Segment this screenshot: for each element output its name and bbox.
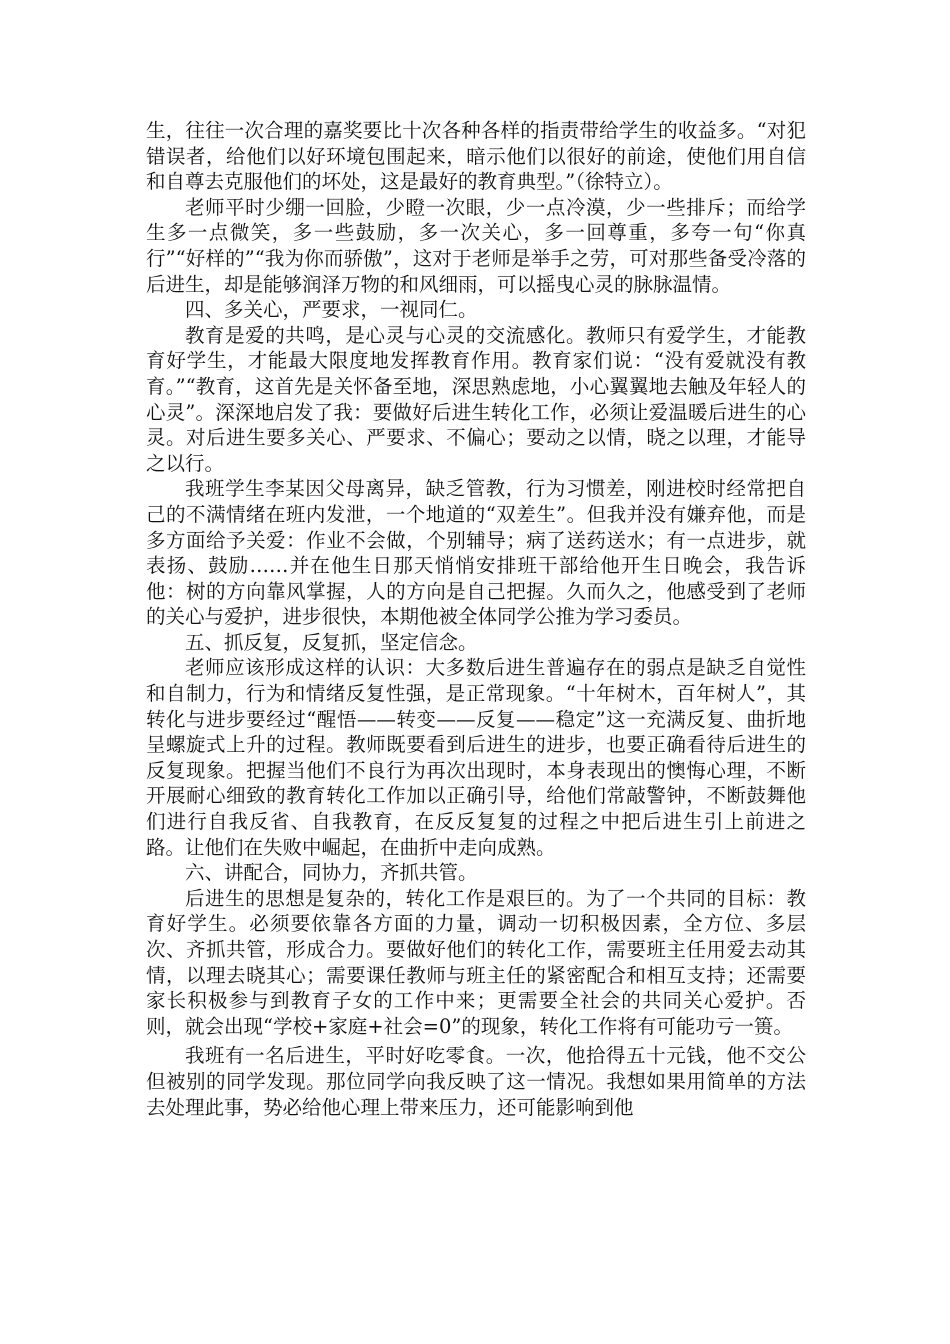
document-page bbox=[146, 118, 806, 1120]
section-heading-5: 五、抓反复，反复抓，坚定信念。 bbox=[185, 630, 478, 654]
section-heading-6: 六、讲配合，同协力，齐抓共管。 bbox=[185, 861, 478, 885]
section-heading-4: 四、多关心，严要求，一视同仁。 bbox=[185, 298, 478, 322]
paragraph-teacher-attitude: 老师平时少绷一回脸，少瞪一次眼，少一点冷漠，少一些排斥；而给学生多一点微笑，多一些鼓励，多一次关心，多一回尊重，多夸一句“你真行”“好样的”“我为你而骄傲”，这对于老师是举手之劳，可对那些备受冷落的后进生，却是能够润泽万物的和风细雨，可以摇曳心灵的脉脉温情。 bbox=[146, 195, 806, 296]
paragraph-student-case-money: 我班有一名后进生，平时好吃零食。一次，他拾得五十元钱，他不交公但被别的同学发现。那位同学向我反映了这一情况。我想如果用简单的方法去处理此事，势必给他心理上带来压力，还可能影响到他 bbox=[146, 1044, 806, 1119]
paragraph-love-education: 教育是爱的共鸣，是心灵与心灵的交流感化。教师只有爱学生，才能教育好学生，才能最大限度地发挥教育作用。教育家们说：“没有爱就没有教育。”“教育，这首先是关怀备至地，深思熟虑地，小心翼翼地去触及年轻人的心灵”。深深地启发了我：要做好后进生转化工作，必须让爱温暖后进生的心灵。对后进生要多关心、严要求、不偏心；要动之以情，晓之以理，才能导之以行。 bbox=[146, 323, 806, 475]
paragraph-student-case-li: 我班学生李某因父母离异，缺乏管教，行为习惯差，刚进校时经常把自己的不满情绪在班内发泄，一个地道的“双差生”。但我并没有嫌弃他，而是多方面给予关爱：作业不会做，个别辅导；病了送药送水；有一点进步，就表扬、鼓励……并在他生日那天悄悄安排班干部给他开生日晚会，我告诉他：树的方向靠风掌握，人的方向是自己把握。久而久之，他感受到了老师的关心与爱护，进步很快，本期他被全体同学公推为学习委员。 bbox=[146, 477, 806, 629]
paragraph-cooperation: 后进生的思想是复杂的，转化工作是艰巨的。为了一个共同的目标：教育好学生。必须要依靠各方面的力量，调动一切积极因素，全方位、多层次、齐抓共管，形成合力。要做好他们的转化工作，需要班主任用爱去动其情，以理去晓其心；需要课任教师与班主任的紧密配合和相互支持；还需要家长积极参与到教育子女的工作中来；更需要全社会的共同关心爱护。否则，就会出现“学校+家庭+社会=0”的现象，转化工作将有可能功亏一篑。 bbox=[146, 886, 806, 1038]
paragraph-repetition: 老师应该形成这样的认识：大多数后进生普遍存在的弱点是缺乏自觉性和自制力，行为和情绪反复性强，是正常现象。“十年树木，百年树人”，其转化与进步要经过“醒悟——转变——反复——稳定”这一充满反复、曲折地呈螺旋式上升的过程。教师既要看到后进生的进步，也要正确看待后进生的反复现象。把握当他们不良行为再次出现时，本身表现出的懊悔心理，不断开展耐心细致的教育转化工作加以正确引导，给他们常敲警钟，不断鼓舞他们进行自我反省、自我教育，在反反复复的过程之中把后进生引上前进之路。让他们在失败中崛起，在曲折中走向成熟。 bbox=[146, 656, 806, 859]
paragraph-continuation: 生，往往一次合理的嘉奖要比十次各种各样的指责带给学生的收益多。“对犯错误者，给他们以好环境包围起来，暗示他们以很好的前途，使他们用自信和自尊去克服他们的坏处，这是最好的教育典型。”（徐特立）。 bbox=[146, 119, 806, 194]
